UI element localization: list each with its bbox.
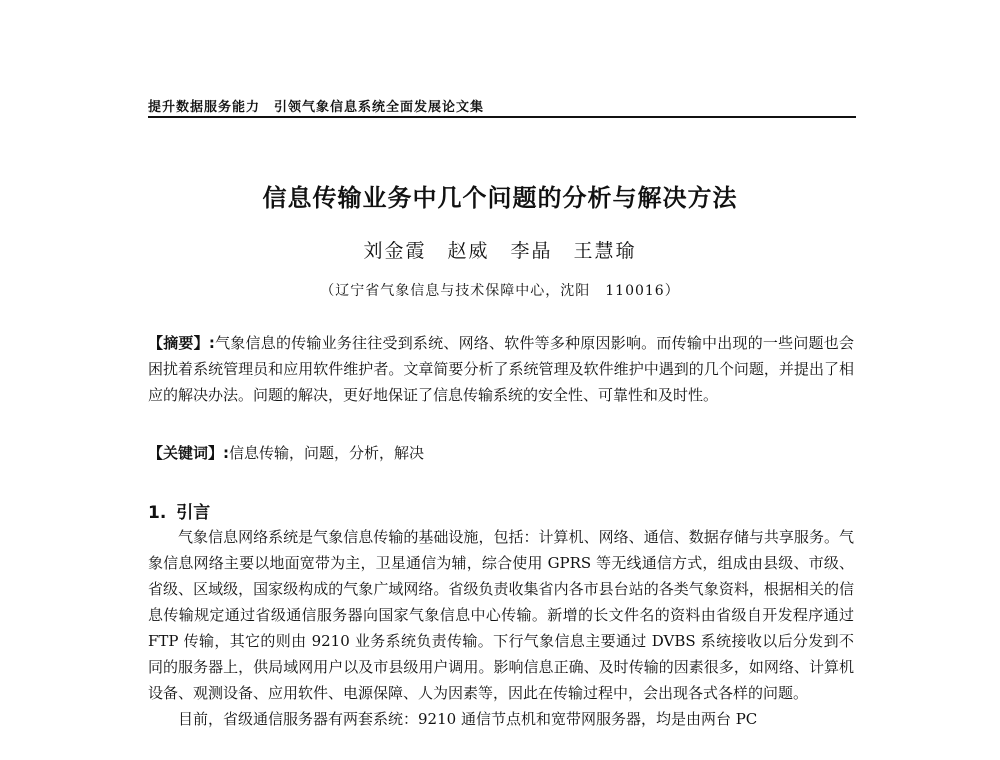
keywords bbox=[148, 440, 854, 466]
section-heading bbox=[148, 498, 210, 523]
body-paragraph: 气象信息网络系统是气象信息传输的基础设施，包括：计算机、网络、通信、数据存储与共享服务。气象信息网络主要以地面宽带为主，卫星通信为辅，综合使用 GPRS 等无线通信方式，组成由县级、市级、省级、区域级，国家级构成的气象广域网络。省级负责收集省内各市县台站的各类气象资料，根据相关的信息传输规定通过省级通信服务器向国家气象信息中心传输。新增的长文件名的资料由省级自开发程序通过 FTP 传输，其它的则由 9210 业务系统负责传输。下行气象信息主要通过 DVBS 系统接收以后分发到不同的服务器上，供局域网用户以及市县级用户调用。影响信息正确、及时传输的因素很多，如网络、计算机设备、观测设备、应用软件、电源保障、人为因素等，因此在传输过程中，会出现各式各样的问题。 bbox=[148, 528, 854, 702]
paper-title: 信息传输业务中几个问题的分析与解决方法 bbox=[262, 184, 738, 212]
affiliation: （辽宁省气象信息与技术保障中心，沈阳 110016） bbox=[320, 283, 680, 299]
section-body bbox=[148, 524, 854, 732]
section-number: 1. bbox=[148, 503, 167, 523]
running-header: 提升数据服务能力 引领气象信息系统全面发展论文集 bbox=[148, 100, 485, 115]
keywords-label: 【关键词】: bbox=[148, 444, 229, 462]
body-paragraph: 目前，省级通信服务器有两套系统：9210 通信节点机和宽带网服务器，均是由两台 PC bbox=[178, 710, 758, 728]
abstract-label: 【摘要】: bbox=[148, 334, 215, 352]
authors: 刘金霞 赵威 李晶 王慧瑜 bbox=[363, 240, 637, 262]
section-title: 引言 bbox=[176, 503, 211, 523]
abstract-text: 气象信息的传输业务往往受到系统、网络、软件等多种原因影响。而传输中出现的一些问题也会困扰着系统管理员和应用软件维护者。文章简要分析了系统管理及软件维护中遇到的几个问题，并提出了相应的解决办法。问题的解决，更好地保证了信息传输系统的安全性、可靠性和及时性。 bbox=[148, 334, 854, 404]
keywords-text: 信息传输，问题，分析，解决 bbox=[229, 444, 425, 462]
abstract bbox=[148, 330, 854, 408]
header-rule bbox=[148, 116, 856, 118]
